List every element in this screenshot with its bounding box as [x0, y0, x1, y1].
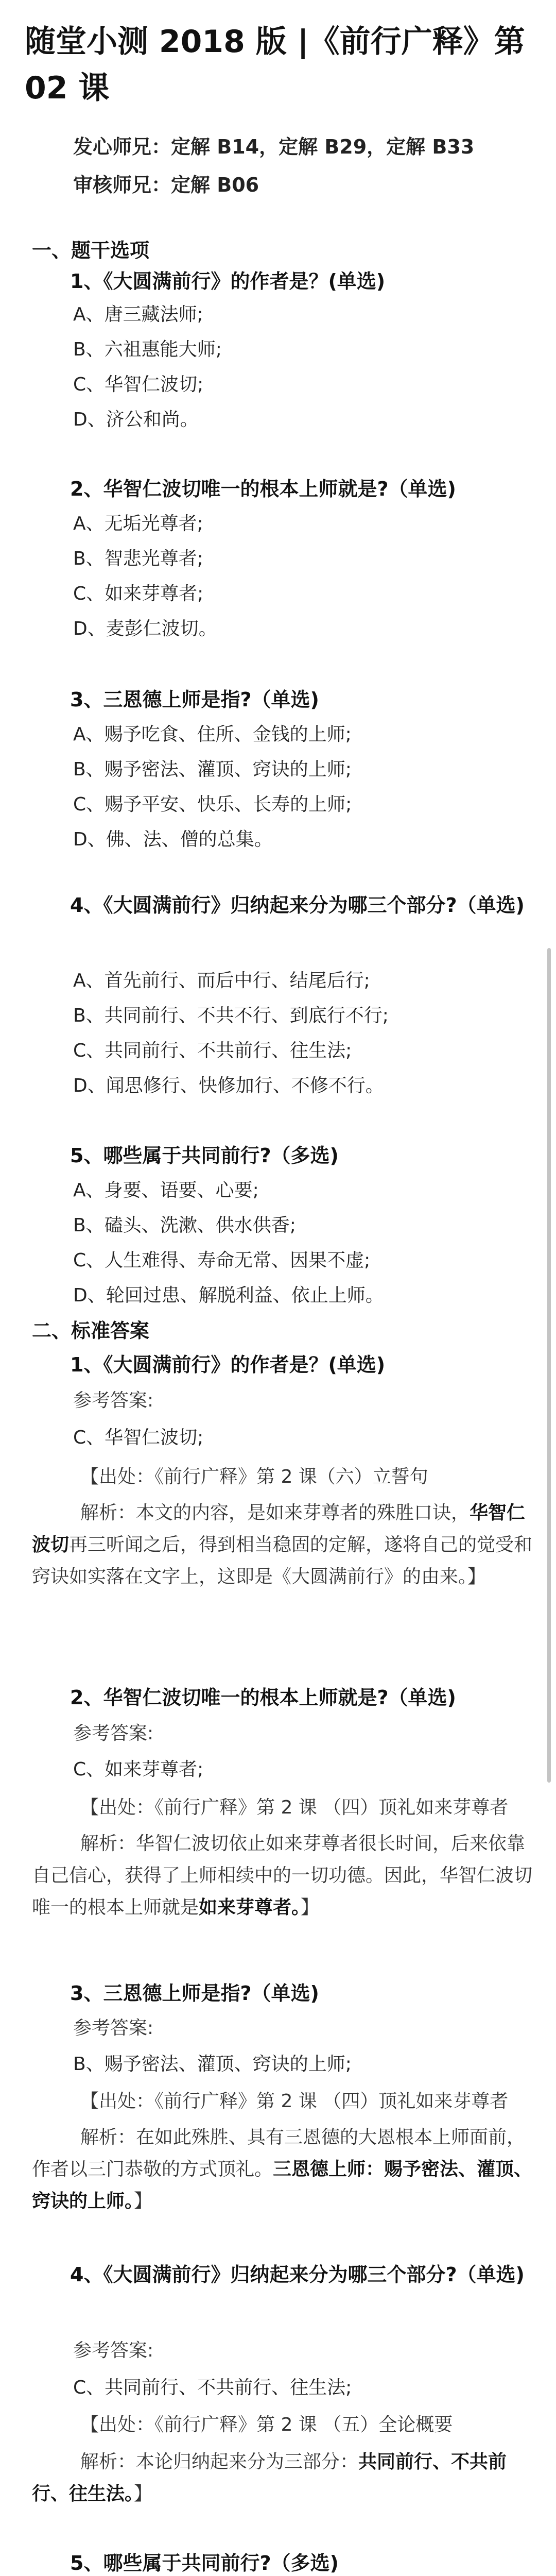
option-1d: D、济公和尚。	[73, 409, 199, 430]
option-5c: C、人生难得、寿命无常、因果不虚;	[73, 1250, 371, 1271]
option-5a: A、身要、语要、心要;	[73, 1180, 259, 1201]
option-1c: C、华智仁波切;	[73, 374, 204, 395]
option-3d: D、佛、法、僧的总集。	[73, 829, 273, 850]
answer-2-source: 【出处：《前行广释》第 2 课 （四）顶礼如来芽尊者	[80, 1797, 509, 1818]
answer-4-explanation: 解析：本论归纳起来分为三部分：共同前行、不共前行、往生法。】	[32, 2451, 507, 2504]
option-4d: D、闻思修行、快修加行、不修不行。	[73, 1075, 384, 1096]
answer-2-question: 2、华智仁波切唯一的根本上师就是?（单选)	[70, 1686, 456, 1709]
question-4: 4、《大圆满前行》归纳起来分为哪三个部分?（单选)	[70, 894, 525, 917]
question-1: 1、《大圆满前行》的作者是？(单选)	[70, 270, 386, 293]
option-1b: B、六祖惠能大师;	[73, 339, 222, 360]
answer-4-value: C、共同前行、不共前行、往生法;	[73, 2377, 352, 2398]
option-2c: C、如来芽尊者;	[73, 583, 204, 604]
fixers-line: 发心师兄：定解 B14，定解 B29，定解 B33	[73, 135, 475, 158]
option-3a: A、赐予吃食、住所、金钱的上师;	[73, 724, 352, 745]
option-2a: A、无垢光尊者;	[73, 513, 203, 534]
answer-4-source: 【出处：《前行广释》第 2 课 （五）全论概要	[80, 2414, 453, 2435]
answer-2-value: C、如来芽尊者;	[73, 1759, 204, 1780]
section-heading-answers: 二、标准答案	[32, 1319, 150, 1342]
answer-1-value: C、华智仁波切;	[73, 1427, 204, 1448]
answer-4-question: 4、《大圆满前行》归纳起来分为哪三个部分?（单选)	[70, 2263, 525, 2286]
reviewers-line: 审核师兄：定解 B06	[73, 174, 259, 196]
option-4b: B、共同前行、不共不行、到底行不行;	[73, 1005, 389, 1026]
option-5d: D、轮回过患、解脱利益、依止上师。	[73, 1285, 384, 1306]
option-2b: B、智悲光尊者;	[73, 548, 203, 569]
option-5b: B、磕头、洗漱、供水供香;	[73, 1215, 296, 1236]
answer-3-label: 参考答案:	[73, 2018, 154, 2039]
page-title: 随堂小测 2018 版 |《前行广释》第 02 课	[25, 24, 525, 106]
answer-2-label: 参考答案:	[73, 1723, 154, 1744]
scrollbar-thumb[interactable]	[547, 948, 551, 1783]
option-2d: D、麦彭仁波切。	[73, 618, 217, 639]
question-5: 5、哪些属于共同前行?（多选)	[70, 1144, 339, 1167]
answer-5-question: 5、哪些属于共同前行?（多选)	[70, 2552, 339, 2574]
option-4a: A、首先前行、而后中行、结尾后行;	[73, 970, 370, 991]
answer-3-value: B、赐予密法、灌顶、窍诀的上师;	[73, 2054, 352, 2075]
option-4c: C、共同前行、不共前行、往生法;	[73, 1040, 352, 1061]
question-2: 2、华智仁波切唯一的根本上师就是?（单选)	[70, 478, 456, 500]
answer-1-explanation: 解析：本文的内容，是如来芽尊者的殊胜口诀，华智仁波切再三听闻之后，得到相当稳固的定解，遂将自己的觉受和窍诀如实落在文字上，这即是《大圆满前行》的由来。】	[32, 1502, 533, 1587]
answer-3-source: 【出处：《前行广释》第 2 课 （四）顶礼如来芽尊者	[80, 2091, 509, 2112]
option-1a: A、唐三藏法师;	[73, 304, 203, 325]
answer-4-label: 参考答案:	[73, 2340, 154, 2361]
section-heading-options: 一、题干选项	[32, 239, 150, 262]
answer-3-explanation: 解析：在如此殊胜、具有三恩德的大恩根本上师面前，作者以三门恭敬的方式顶礼。三恩德上师：赐予密法、灌顶、窍诀的上师。】	[32, 2127, 533, 2212]
option-3c: C、赐予平安、快乐、长寿的上师;	[73, 794, 352, 815]
answer-1-label: 参考答案:	[73, 1390, 154, 1411]
question-3: 3、三恩德上师是指?（单选)	[70, 688, 319, 711]
answer-1-source: 【出处：《前行广释》第 2 课（六）立誓句	[80, 1466, 428, 1487]
option-3b: B、赐予密法、灌顶、窍诀的上师;	[73, 759, 352, 780]
answer-1-question: 1、《大圆满前行》的作者是？(单选)	[70, 1353, 386, 1376]
answer-3-question: 3、三恩德上师是指?（单选)	[70, 1982, 319, 2005]
answer-2-explanation: 解析：华智仁波切依止如来芽尊者很长时间，后来依靠自己信心，获得了上师相续中的一切功德。因此，华智仁波切唯一的根本上师就是如来芽尊者。】	[32, 1833, 533, 1918]
